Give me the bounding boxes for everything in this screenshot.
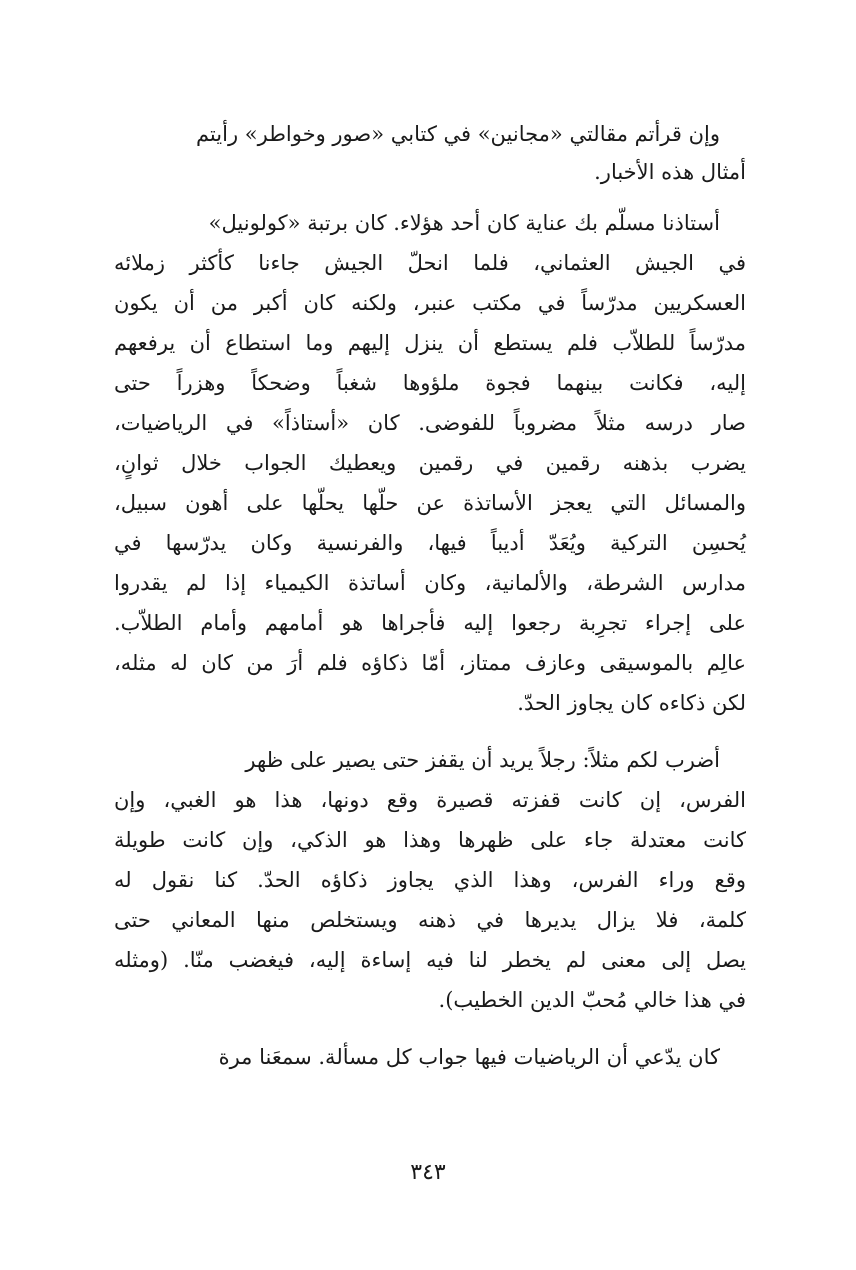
paragraph-3-line-3: كانت معتدلة جاء على ظهرها وهذا هو الذكي، وإن كانت طويلة xyxy=(114,828,746,852)
paragraph-3-line-2: الفرس، إن كانت قفزته قصيرة وقع دونها، هذا هو الغبي، وإن xyxy=(114,788,746,812)
paragraph-3-line-6: يصل إلى معنى لم يخطر لنا فيه إساءة إليه، فيغضب منّا. (ومثله xyxy=(114,948,746,972)
paragraph-2-line-7: يضرب بذهنه رقمين في رقمين ويعطيك الجواب خلال ثوانٍ، xyxy=(114,451,746,475)
page-number: ٣٤٣ xyxy=(410,1160,446,1185)
paragraph-2-line-4: مدرّساً للطلاّب فلم يستطع أن ينزل إليهم وما استطاع أن يرفعهم xyxy=(114,331,746,355)
paragraph-2-line-6: صار درسه مثلاً مضروباً للفوضى. كان «أستاذاً» في الرياضيات، xyxy=(114,411,746,435)
paragraph-2-line-12: عالِم بالموسيقى وعازف ممتاز، أمّا ذكاؤه فلم أرَ من كان له مثله، xyxy=(114,651,746,675)
paragraph-2-line-2: في الجيش العثماني، فلما انحلّ الجيش جاءنا كأكثر زملائه xyxy=(114,251,746,275)
paragraph-3-line-1: أضرب لكم مثلاً: رجلاً يريد أن يقفز حتى يصير على ظهر xyxy=(245,748,720,772)
paragraph-2-line-5: إليه، فكانت بينهما فجوة ملؤوها شغباً وضحكاً وهزراً حتى xyxy=(114,371,746,395)
paragraph-2-line-1: أستاذنا مسلّم بك عناية كان أحد هؤلاء. كان برتبة «كولونيل» xyxy=(208,211,720,235)
paragraph-2-line-13: لكن ذكاءه كان يجاوز الحدّ. xyxy=(517,691,746,715)
paragraph-2-line-9: يُحسِن التركية ويُعَدّ أديباً فيها، والفرنسية وكان يدرّسها في xyxy=(114,531,746,555)
paragraph-1-line-2: أمثال هذه الأخبار. xyxy=(594,160,746,184)
paragraph-3-line-5: كلمة، فلا يزال يديرها في ذهنه ويستخلص منها المعاني حتى xyxy=(114,908,746,932)
paragraph-2-line-10: مدارس الشرطة، والألمانية، وكان أساتذة الكيمياء إذا لم يقدروا xyxy=(114,571,746,595)
paragraph-2-line-3: العسكريين مدرّساً في مكتب عنبر، ولكنه كان أكبر من أن يكون xyxy=(114,291,746,315)
paragraph-4-line-1: كان يدّعي أن الرياضيات فيها جواب كل مسألة. سمعَنا مرة xyxy=(218,1045,720,1069)
paragraph-2-line-8: والمسائل التي يعجز الأساتذة عن حلّها يحلّها على أهون سبيل، xyxy=(114,491,746,515)
paragraph-2-line-11: على إجراء تجرِبة رجعوا إليه فأجراها هو أمامهم وأمام الطلاّب. xyxy=(114,611,746,635)
paragraph-3-line-4: وقع وراء الفرس، وهذا الذي يجاوز ذكاؤه الحدّ. كنا نقول له xyxy=(114,868,746,892)
paragraph-3-line-7: في هذا خالي مُحبّ الدين الخطيب). xyxy=(438,988,746,1012)
paragraph-1-line-1: وإن قرأتم مقالتي «مجانين» في كتابي «صور وخواطر» رأيتم xyxy=(195,122,720,146)
